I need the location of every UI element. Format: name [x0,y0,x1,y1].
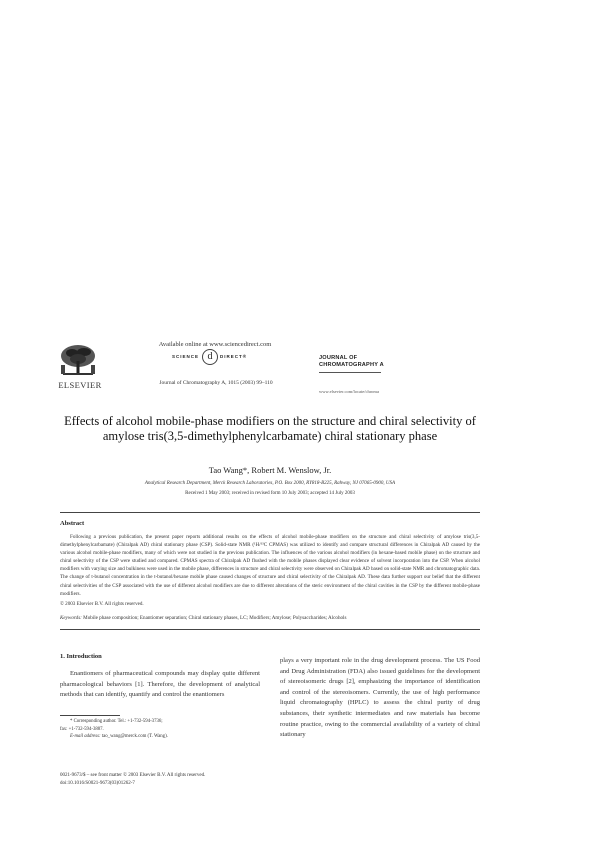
sciencedirect-logo-right: DIRECT® [220,354,248,359]
keywords-label: Keywords: [60,615,82,621]
abstract-body: Following a previous publication, the present paper reports additional results on the effects of alcohol mobile-phase modifiers on the structure and chiral selectivity of amylose tris(3,5-dimethylphenylcarbamate) (Chiralpak AD) chiral stationary phase (CSP). Solid-state NMR (¹H/¹³C CPMAS) was utilized to identify and compare structural differences in Chiralpak AD caused by the various alcohol mobile-phase modifiers, many of which were not studied in the previous publication. The influences of the various alcohol modifiers (in hexane-based mobile phase) on the structure and chiral selectivity of the CSP were studied and compared. CPMAS spectra of Chiralpak AD flushed with the mobile phases displayed clear evidence of solvent incorporation into the CSP. When alcohol modifiers with varying size and bulkiness were used in the mobile phase, differences in structure and chiral selectivity were observed on Chiralpak AD based on solid-state NMR and chromatographic data. The change of t-butanol concentration in the t-butanol/hexane mobile phase caused changes of structure and chiral selectivity of the Chiralpak AD. These data further support our belief that the different chiral selectivities of the CSP associated with the use of different alcohol modifiers are due to different alterations of the steric environment of the chiral cavities in the CSP by the different mobile-phase modifiers. [60,534,480,597]
issn-line: 0021-9673/$ – see front matter © 2003 Elsevier B.V. All rights reserved. [60,773,206,778]
journal-masthead [319,355,384,369]
doi-line[interactable]: doi:10.1016/S0021-9673(03)01262-7 [60,781,135,786]
journal-masthead-rule [319,372,381,373]
abstract-top-rule [60,512,480,513]
footnote-fax: fax: +1-732-594-3887. [60,726,104,732]
footnote-block [60,718,260,741]
footnote-rule [60,715,120,716]
available-online-line: Available online at www.sciencedirect.com [158,341,272,348]
article-title: Effects of alcohol mobile-phase modifiers on the structure and chiral selectivity of amylose tris(3,5-dimethylphenylcarbamate) chiral stationary phase [64,414,476,443]
journal-name-line1: JOURNAL OF [319,355,358,361]
footnote-email-line [60,733,260,741]
elsevier-tree-logo [58,343,98,379]
keywords-list: Mobile phase composition; Enantiomer separation; Chiral stationary phases, LC; Modifiers; Amylose; Polysaccharides; Alcohols [83,615,347,621]
footnote-email-label: E-mail address: [70,734,101,740]
author-affiliation: Analytical Research Department, Merck Research Laboratories, P.O. Box 2000, RY818-B225, Rahway, NJ 07065-0900, USA [144,481,396,486]
body-column-left: Enantiomers of pharmaceutical compounds may display quite different pharmacological behaviors [1]. Therefore, the development of analytical methods that can identify, quantify and control the enantiomers [60,670,260,699]
abstract-copyright: © 2003 Elsevier B.V. All rights reserved. [60,601,144,607]
journal-url[interactable]: www.elsevier.com/locate/chroma [319,389,379,394]
publisher-logo-text: ELSEVIER [58,380,102,390]
journal-reference: Journal of Chromatography A, 1015 (2003) 99–110 [159,380,273,386]
article-authors: Tao Wang*, Robert M. Wenslow, Jr. [208,465,332,475]
abstract-bottom-rule [60,629,480,630]
keywords-line [60,615,480,621]
section-heading-introduction: 1. Introduction [60,653,102,660]
journal-name-line2: CHROMATOGRAPHY A [319,362,384,368]
sciencedirect-logo-left: SCIENCE [172,354,200,359]
article-dates: Received 1 May 2003; received in revised form 10 July 2003; accepted 14 July 2003 [185,491,355,496]
footnote-email-address[interactable]: tao_wang@merck.com (T. Wang). [101,734,168,740]
abstract-heading: Abstract [60,520,85,527]
sciencedirect-at-icon: d [202,349,218,365]
footnote-corresponding: * Corresponding author. Tel.: +1-732-594-3736; [70,719,163,724]
body-column-right: plays a very important role in the drug development process. The US Food and Drug Administration (FDA) also issued guidelines for the development of stereoisomeric drugs [2], emphasizing the importance of identification and control of the stereoisomers. Currently, the use of high performance liquid chromatography (HPLC) to assess the chiral purity of drug substances, their synthetic intermediates and raw materials has become routine practice, owing to the commercial availability of a variety of chiral stationary [280,657,480,739]
